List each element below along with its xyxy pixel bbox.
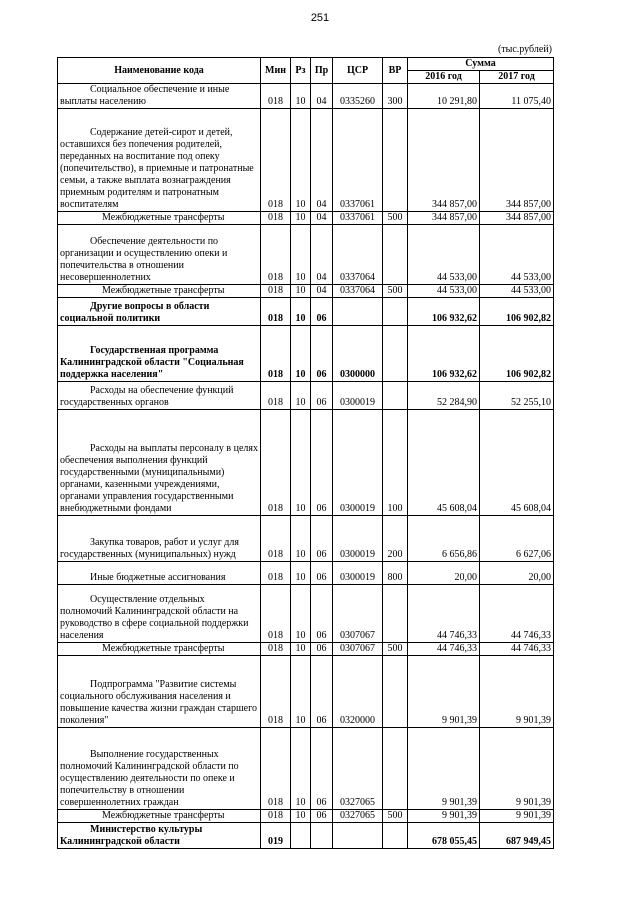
cell-csr: 0300019 — [333, 562, 383, 585]
cell-pr: 06 — [311, 643, 333, 656]
cell-csr — [333, 823, 383, 849]
cell-vr: 200 — [383, 516, 408, 562]
cell-min: 018 — [261, 225, 291, 285]
cell-min: 018 — [261, 810, 291, 823]
cell-2017: 44 746,33 — [480, 585, 554, 643]
cell-vr — [383, 585, 408, 643]
cell-2016: 344 857,00 — [408, 109, 480, 212]
cell-min: 018 — [261, 516, 291, 562]
cell-csr: 0300000 — [333, 326, 383, 382]
cell-2016: 106 932,62 — [408, 326, 480, 382]
cell-2017: 687 949,45 — [480, 823, 554, 849]
cell-name: Обеспечение деятельности по организации и осуществлению опеки и попечительства в отношении несовершеннолетних — [58, 225, 261, 285]
table-row — [58, 326, 554, 382]
cell-vr: 500 — [383, 212, 408, 225]
cell-csr: 0337061 — [333, 212, 383, 225]
cell-pr: 06 — [311, 585, 333, 643]
cell-rz: 10 — [291, 585, 311, 643]
cell-vr — [383, 823, 408, 849]
cell-2017: 344 857,00 — [480, 212, 554, 225]
cell-csr: 0335260 — [333, 84, 383, 109]
cell-2016: 10 291,80 — [408, 84, 480, 109]
cell-rz: 10 — [291, 109, 311, 212]
cell-rz: 10 — [291, 285, 311, 298]
cell-pr: 06 — [311, 382, 333, 410]
cell-pr: 04 — [311, 285, 333, 298]
cell-name: Межбюджетные трансферты — [58, 643, 261, 656]
cell-2017: 9 901,39 — [480, 810, 554, 823]
cell-min: 018 — [261, 382, 291, 410]
table-row — [58, 298, 554, 326]
cell-2016: 344 857,00 — [408, 212, 480, 225]
table-row — [58, 84, 554, 109]
cell-csr: 0327065 — [333, 728, 383, 810]
cell-name: Государственная программа Калининградской области "Социальная поддержка населения" — [58, 326, 261, 382]
cell-2016: 20,00 — [408, 562, 480, 585]
table-row — [58, 225, 554, 285]
cell-rz: 10 — [291, 225, 311, 285]
cell-name: Содержание детей-сирот и детей, оставшихся без попечения родителей, переданных на воспитание под опеку (попечительство), в приемные и патронатные семьи, а также выплата вознаграждения приемным родителям и патронатным воспитателям — [58, 109, 261, 212]
cell-vr — [383, 298, 408, 326]
cell-min: 018 — [261, 298, 291, 326]
cell-rz: 10 — [291, 728, 311, 810]
cell-vr: 500 — [383, 285, 408, 298]
cell-name: Выполнение государственных полномочий Калининградской области по осуществлению деятельности по опеке и попечительству в отношении совершеннолетних граждан — [58, 728, 261, 810]
cell-rz: 10 — [291, 643, 311, 656]
cell-2016: 9 901,39 — [408, 656, 480, 728]
cell-name: Межбюджетные трансферты — [58, 285, 261, 298]
cell-vr — [383, 728, 408, 810]
cell-min: 018 — [261, 728, 291, 810]
cell-csr: 0337064 — [333, 285, 383, 298]
budget-table — [57, 57, 554, 849]
cell-name: Межбюджетные трансферты — [58, 810, 261, 823]
table-row — [58, 643, 554, 656]
cell-vr — [383, 382, 408, 410]
cell-csr: 0300019 — [333, 516, 383, 562]
cell-name: Другие вопросы в области социальной политики — [58, 298, 261, 326]
cell-name: Министерство культуры Калининградской области — [58, 823, 261, 849]
cell-vr: 100 — [383, 410, 408, 516]
cell-2016: 52 284,90 — [408, 382, 480, 410]
cell-csr — [333, 298, 383, 326]
cell-rz: 10 — [291, 326, 311, 382]
header-2017: 2017 год — [480, 71, 554, 84]
cell-2017: 6 627,06 — [480, 516, 554, 562]
cell-rz — [291, 823, 311, 849]
cell-csr: 0320000 — [333, 656, 383, 728]
cell-2017: 20,00 — [480, 562, 554, 585]
cell-2017: 9 901,39 — [480, 656, 554, 728]
cell-pr: 06 — [311, 810, 333, 823]
cell-rz: 10 — [291, 656, 311, 728]
table-body — [58, 84, 554, 849]
cell-csr: 0337064 — [333, 225, 383, 285]
cell-vr — [383, 326, 408, 382]
cell-rz: 10 — [291, 562, 311, 585]
cell-pr: 06 — [311, 298, 333, 326]
cell-pr: 04 — [311, 212, 333, 225]
cell-pr: 06 — [311, 562, 333, 585]
cell-2016: 9 901,39 — [408, 810, 480, 823]
cell-vr: 300 — [383, 84, 408, 109]
cell-2017: 344 857,00 — [480, 109, 554, 212]
cell-name: Социальное обеспечение и иные выплаты населению — [58, 84, 261, 109]
cell-2016: 678 055,45 — [408, 823, 480, 849]
cell-min: 018 — [261, 326, 291, 382]
table-row — [58, 212, 554, 225]
cell-csr: 0307067 — [333, 585, 383, 643]
table-row — [58, 585, 554, 643]
units-label: (тыс.рублей) — [497, 44, 552, 55]
header-sum: Сумма — [408, 58, 554, 71]
cell-2017: 44 746,33 — [480, 643, 554, 656]
cell-csr: 0337061 — [333, 109, 383, 212]
cell-min: 018 — [261, 656, 291, 728]
cell-2017: 11 075,40 — [480, 84, 554, 109]
cell-2016: 44 746,33 — [408, 585, 480, 643]
cell-pr — [311, 823, 333, 849]
cell-2017: 44 533,00 — [480, 225, 554, 285]
cell-csr: 0307067 — [333, 643, 383, 656]
cell-pr: 04 — [311, 84, 333, 109]
cell-2016: 44 746,33 — [408, 643, 480, 656]
cell-min: 018 — [261, 585, 291, 643]
page-number: 251 — [310, 12, 330, 24]
cell-csr: 0300019 — [333, 382, 383, 410]
cell-2016: 6 656,86 — [408, 516, 480, 562]
cell-2017: 106 902,82 — [480, 326, 554, 382]
cell-vr — [383, 225, 408, 285]
cell-min: 018 — [261, 562, 291, 585]
cell-min: 019 — [261, 823, 291, 849]
table-row — [58, 656, 554, 728]
header-rz: Рз — [291, 58, 311, 84]
table-row — [58, 823, 554, 849]
cell-vr: 500 — [383, 643, 408, 656]
cell-name: Межбюджетные трансферты — [58, 212, 261, 225]
cell-2017: 45 608,04 — [480, 410, 554, 516]
cell-vr: 800 — [383, 562, 408, 585]
cell-pr: 04 — [311, 109, 333, 212]
header-csr: ЦСР — [333, 58, 383, 84]
table-row — [58, 410, 554, 516]
cell-pr: 06 — [311, 410, 333, 516]
cell-2016: 106 932,62 — [408, 298, 480, 326]
cell-rz: 10 — [291, 410, 311, 516]
cell-vr — [383, 656, 408, 728]
cell-csr: 0327065 — [333, 810, 383, 823]
cell-min: 018 — [261, 212, 291, 225]
table-row — [58, 109, 554, 212]
cell-2016: 45 608,04 — [408, 410, 480, 516]
cell-min: 018 — [261, 285, 291, 298]
cell-rz: 10 — [291, 212, 311, 225]
table-row — [58, 810, 554, 823]
cell-min: 018 — [261, 109, 291, 212]
cell-rz: 10 — [291, 382, 311, 410]
cell-name: Закупка товаров, работ и услуг для государственных (муниципальных) нужд — [58, 516, 261, 562]
cell-name: Подпрограмма "Развитие системы социального обслуживания населения и повышение качества жизни граждан старшего поколения" — [58, 656, 261, 728]
cell-csr: 0300019 — [333, 410, 383, 516]
table-row — [58, 562, 554, 585]
cell-rz: 10 — [291, 84, 311, 109]
cell-2017: 52 255,10 — [480, 382, 554, 410]
header-pr: Пр — [311, 58, 333, 84]
header-min: Мин — [261, 58, 291, 84]
header-2016: 2016 год — [408, 71, 480, 84]
cell-2016: 44 533,00 — [408, 225, 480, 285]
cell-2016: 44 533,00 — [408, 285, 480, 298]
cell-name: Расходы на обеспечение функций государственных органов — [58, 382, 261, 410]
cell-pr: 06 — [311, 656, 333, 728]
table-row — [58, 516, 554, 562]
cell-2017: 44 533,00 — [480, 285, 554, 298]
cell-min: 018 — [261, 410, 291, 516]
cell-pr: 04 — [311, 225, 333, 285]
cell-name: Иные бюджетные ассигнования — [58, 562, 261, 585]
cell-pr: 06 — [311, 516, 333, 562]
cell-vr — [383, 109, 408, 212]
cell-vr: 500 — [383, 810, 408, 823]
table-row — [58, 285, 554, 298]
cell-min: 018 — [261, 643, 291, 656]
cell-min: 018 — [261, 84, 291, 109]
cell-pr: 06 — [311, 728, 333, 810]
table-row — [58, 728, 554, 810]
cell-name: Осуществление отдельных полномочий Калининградской области на руководство в сфере социальной поддержки населения — [58, 585, 261, 643]
header-vr: ВР — [383, 58, 408, 84]
cell-rz: 10 — [291, 810, 311, 823]
table-row — [58, 382, 554, 410]
cell-2017: 106 902,82 — [480, 298, 554, 326]
cell-rz: 10 — [291, 516, 311, 562]
cell-rz: 10 — [291, 298, 311, 326]
cell-2016: 9 901,39 — [408, 728, 480, 810]
cell-pr: 06 — [311, 326, 333, 382]
header-name: Наименование кода — [58, 58, 261, 84]
cell-2017: 9 901,39 — [480, 728, 554, 810]
cell-name: Расходы на выплаты персоналу в целях обеспечения выполнения функций государственными (муниципальными) органами, казенными учреждениями, органами управления государственными внебюджетными фондами — [58, 410, 261, 516]
